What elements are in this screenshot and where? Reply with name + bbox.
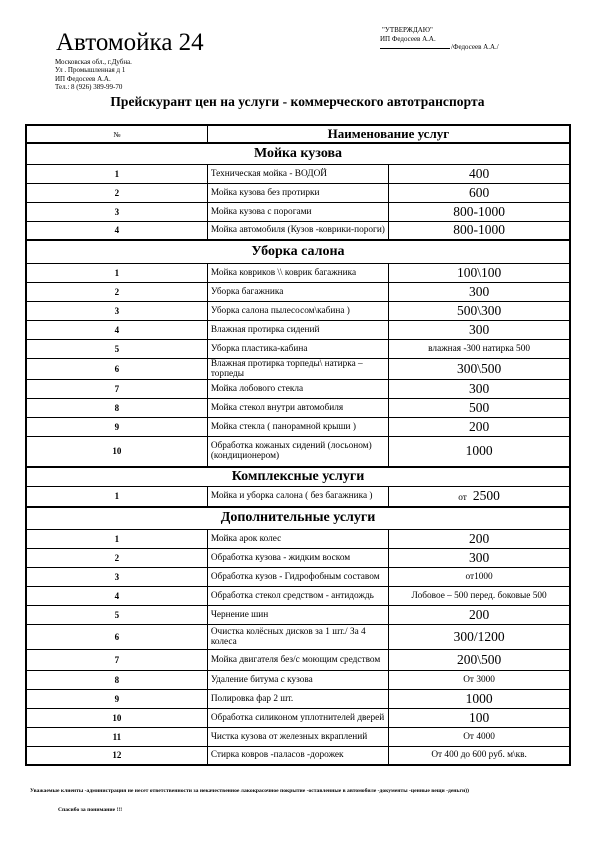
service-price: 1000	[389, 436, 570, 467]
service-name: Мойка кузова без протирки	[207, 183, 388, 202]
approval-owner: ИП Федосеев А.А.	[380, 34, 436, 43]
table-row	[26, 263, 570, 282]
row-number: 3	[26, 202, 207, 221]
service-price: 500	[389, 398, 570, 417]
price-prefix: от	[458, 493, 467, 504]
approval-signature-line	[380, 43, 499, 52]
service-name: Обработка кузов - Гидрофобным составом	[207, 567, 388, 586]
table-row	[26, 379, 570, 398]
price-value: 2500	[472, 488, 500, 504]
table-row	[26, 221, 570, 240]
service-price: Лобовое – 500 перед. боковые 500	[389, 586, 570, 605]
row-number: 2	[26, 548, 207, 567]
table-row	[26, 586, 570, 605]
row-number: 2	[26, 282, 207, 301]
approval-stamp	[380, 26, 499, 52]
service-price: 600	[389, 183, 570, 202]
service-name: Мойка ковриков \\ коврик багажника	[207, 263, 388, 282]
row-number: 8	[26, 670, 207, 689]
table-row	[26, 529, 570, 548]
table-row	[26, 486, 570, 507]
service-price: 100	[389, 708, 570, 727]
service-price: от1000	[389, 567, 570, 586]
service-name: Мойка арок колес	[207, 529, 388, 548]
address-city: Московская обл., г.Дубна.	[55, 58, 132, 66]
phone-number: Тел.: 8 (926) 389-99-70	[55, 82, 123, 91]
service-price: 800-1000	[389, 221, 570, 240]
service-name: Обработка силиконом уплотнителей дверей	[207, 708, 388, 727]
service-name: Стирка ковров -паласов -дорожек	[207, 746, 388, 765]
row-number: 4	[26, 320, 207, 339]
row-number: 2	[26, 183, 207, 202]
service-price: 100\100	[389, 263, 570, 282]
service-price: 800-1000	[389, 202, 570, 221]
service-name: Уборка пластика-кабина	[207, 339, 388, 358]
service-price: От 4000	[389, 727, 570, 746]
approval-title: "УТВЕРЖДАЮ"	[382, 26, 433, 34]
owner-name: ИП Федосеев А.А.	[55, 74, 111, 83]
table-row	[26, 282, 570, 301]
table-row	[26, 398, 570, 417]
table-row	[26, 708, 570, 727]
row-number: 5	[26, 605, 207, 624]
table-row	[26, 417, 570, 436]
address-street: Ул . Промышленная д 1	[55, 66, 126, 75]
service-name: Техническая мойка - ВОДОЙ	[207, 164, 388, 183]
service-name: Мойка стекла ( панорамной крыши )	[207, 417, 388, 436]
table-row	[26, 727, 570, 746]
service-price: От 400 до 600 руб. м\кв.	[389, 746, 570, 765]
row-number: 7	[26, 649, 207, 670]
section-title: Мойка кузова	[26, 143, 570, 164]
col-number-header: №	[26, 125, 207, 143]
section-title: Комплексные услуги	[26, 467, 570, 486]
row-number: 5	[26, 339, 207, 358]
service-price: 500\300	[389, 301, 570, 320]
section-row	[26, 507, 570, 529]
table-row	[26, 624, 570, 649]
table-row	[26, 339, 570, 358]
approval-signer: /Федосеев А.А./	[451, 43, 499, 51]
row-number: 11	[26, 727, 207, 746]
footnote: Уважаемые клиенты -администрация не несет ответственности за некачественное лакокрасочное покрытие -оставленные в автомобиле -документы -ценные вещи -деньги))	[30, 788, 469, 794]
row-number: 1	[26, 529, 207, 548]
service-name: Чистка кузова от железных вкраплений	[207, 727, 388, 746]
row-number: 1	[26, 486, 207, 507]
page-title: Прейскурант цен на услуги - коммерческого автотранспорта	[110, 94, 485, 109]
table-row	[26, 548, 570, 567]
table-row	[26, 358, 570, 379]
contact-block	[55, 58, 132, 91]
table-row	[26, 202, 570, 221]
service-name: Очистка колёсных дисков за 1 шт./ За 4 колеса	[207, 624, 388, 649]
service-name: Мойка стекол внутри автомобиля	[207, 398, 388, 417]
table-row	[26, 746, 570, 765]
service-price: 200\500	[389, 649, 570, 670]
service-price: 300	[389, 282, 570, 301]
table-row	[26, 649, 570, 670]
service-name: Обработка кожаных сидений (лосьоном) (кондиционером)	[207, 436, 388, 467]
service-price: 300	[389, 379, 570, 398]
service-name: Мойка автомобиля (Кузов -коврики-пороги)	[207, 221, 388, 240]
section-row	[26, 467, 570, 486]
row-number: 3	[26, 301, 207, 320]
service-price: влажная -300 натирка 500	[389, 339, 570, 358]
service-name: Обработка стекол средством - антидождь	[207, 586, 388, 605]
service-price: 300/1200	[389, 624, 570, 649]
service-name: Удаление битума с кузова	[207, 670, 388, 689]
row-number: 10	[26, 436, 207, 467]
brand-name: Автомойка 24	[56, 29, 204, 56]
signature-line	[380, 48, 450, 49]
section-row	[26, 143, 570, 164]
service-name: Влажная протирка сидений	[207, 320, 388, 339]
service-price: 200	[389, 529, 570, 548]
row-number: 12	[26, 746, 207, 765]
table-row	[26, 605, 570, 624]
service-name: Мойка и уборка салона ( без багажника )	[207, 486, 388, 507]
row-number: 4	[26, 586, 207, 605]
thanks-note: Спасибо за понимание !!!	[58, 807, 123, 813]
row-number: 9	[26, 689, 207, 708]
table-row	[26, 320, 570, 339]
service-name: Уборка салона пылесосом\кабина )	[207, 301, 388, 320]
table-row	[26, 567, 570, 586]
service-price: 300	[389, 320, 570, 339]
service-name: Мойка кузова с порогами	[207, 202, 388, 221]
row-number: 8	[26, 398, 207, 417]
section-title: Уборка салона	[26, 240, 570, 263]
service-name: Обработка кузова - жидким воском	[207, 548, 388, 567]
table-row	[26, 689, 570, 708]
table-row	[26, 436, 570, 467]
service-price: 200	[389, 605, 570, 624]
price-table	[25, 124, 571, 766]
col-name-header: Наименование услуг	[207, 125, 570, 143]
row-number: 1	[26, 263, 207, 282]
service-name: Мойка двигателя без/с моющим средством	[207, 649, 388, 670]
service-price: От 3000	[389, 670, 570, 689]
row-number: 1	[26, 164, 207, 183]
service-name: Уборка багажника	[207, 282, 388, 301]
table-row	[26, 301, 570, 320]
service-price: 1000	[389, 689, 570, 708]
row-number: 4	[26, 221, 207, 240]
row-number: 6	[26, 624, 207, 649]
service-price: 300	[389, 548, 570, 567]
table-row	[26, 670, 570, 689]
service-price	[389, 486, 570, 507]
service-price: 300\500	[389, 358, 570, 379]
row-number: 10	[26, 708, 207, 727]
service-name: Чернение шин	[207, 605, 388, 624]
table-header-row	[26, 125, 570, 143]
row-number: 3	[26, 567, 207, 586]
section-title: Дополнительные услуги	[26, 507, 570, 529]
service-name: Полировка фар 2 шт.	[207, 689, 388, 708]
service-name: Мойка лобового стекла	[207, 379, 388, 398]
service-price: 200	[389, 417, 570, 436]
service-name: Влажная протирка торпеды\ натирка –торпеды	[207, 358, 388, 379]
row-number: 6	[26, 358, 207, 379]
section-row	[26, 240, 570, 263]
row-number: 7	[26, 379, 207, 398]
service-price: 400	[389, 164, 570, 183]
table-row	[26, 164, 570, 183]
row-number: 9	[26, 417, 207, 436]
table-row	[26, 183, 570, 202]
